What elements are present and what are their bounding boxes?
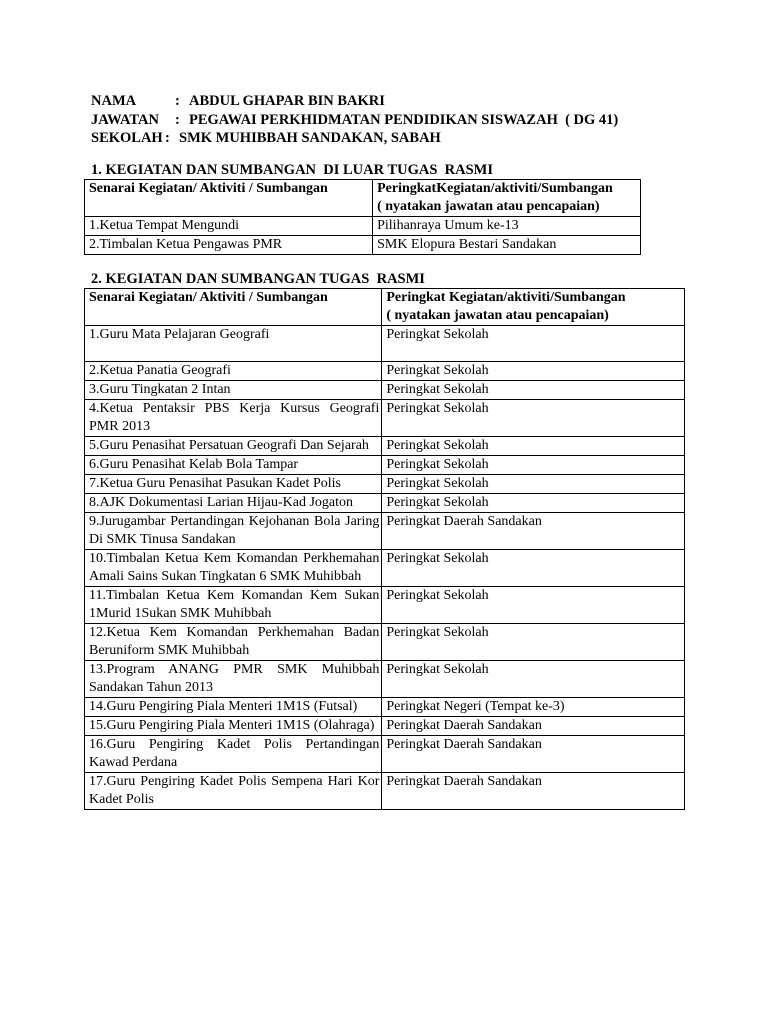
table-row: [85, 494, 685, 513]
activity-cell: 13.Program ANANG PMR SMK Muhibbah Sandakan Tahun 2013: [85, 661, 382, 698]
jawatan-label: JAWATAN: [91, 112, 159, 128]
table-row: [85, 550, 685, 587]
activity-cell: 10.Timbalan Ketua Kem Komandan Perkhemahan Amali Sains Sukan Tingkatan 6 SMK Muhibbah: [85, 550, 382, 587]
activity-cell: 1.Guru Mata Pelajaran Geografi: [85, 326, 382, 362]
activity-cell: 11.Timbalan Ketua Kem Komandan Kem Sukan 1Murid 1Sukan SMK Muhibbah: [85, 587, 382, 624]
table-row: [85, 217, 641, 236]
sekolah-line: [91, 130, 441, 147]
jawatan-sep: :: [175, 112, 180, 128]
activity-cell: 6.Guru Penasihat Kelab Bola Tampar: [85, 456, 382, 475]
level-cell: Peringkat Sekolah: [382, 494, 685, 513]
section2-table: [84, 288, 685, 810]
nama-line: [91, 93, 385, 110]
activity-cell: 2.Timbalan Ketua Pengawas PMR: [85, 236, 373, 255]
activity-cell: 8.AJK Dokumentasi Larian Hijau-Kad Jogaton: [85, 494, 382, 513]
sekolah-label: SEKOLAH: [91, 130, 163, 146]
level-cell: Pilihanraya Umum ke-13: [373, 217, 641, 236]
activity-cell: 4.Ketua Pentaksir PBS Kerja Kursus Geografi PMR 2013: [85, 400, 382, 437]
level-cell: Peringkat Sekolah: [382, 400, 685, 437]
level-cell: Peringkat Sekolah: [382, 475, 685, 494]
nama-label: NAMA: [91, 93, 137, 109]
table-row: [85, 624, 685, 661]
table-row: [85, 326, 685, 362]
table-row: [85, 698, 685, 717]
section1-table: [84, 179, 641, 255]
table-row: [85, 717, 685, 736]
table-row: [85, 381, 685, 400]
jawatan-value: PEGAWAI PERKHIDMATAN PENDIDIKAN SISWAZAH ( DG 41): [189, 112, 619, 128]
table-row: [85, 736, 685, 773]
level-cell: Peringkat Daerah Sandakan: [382, 513, 685, 550]
jawatan-line: [91, 112, 619, 129]
activity-cell: 9.Jurugambar Pertandingan Kejohanan Bola Jaring Di SMK Tinusa Sandakan: [85, 513, 382, 550]
table-row: [85, 475, 685, 494]
level-cell: Peringkat Daerah Sandakan: [382, 736, 685, 773]
level-cell: Peringkat Daerah Sandakan: [382, 717, 685, 736]
table-row: [85, 236, 641, 255]
nama-value: ABDUL GHAPAR BIN BAKRI: [189, 93, 385, 109]
table-row: [85, 661, 685, 698]
level-cell: Peringkat Sekolah: [382, 661, 685, 698]
level-cell: Peringkat Sekolah: [382, 550, 685, 587]
activity-cell: 7.Ketua Guru Penasihat Pasukan Kadet Polis: [85, 475, 382, 494]
section1-header-row: [85, 180, 641, 217]
activity-cell: 3.Guru Tingkatan 2 Intan: [85, 381, 382, 400]
section2-header-row: [85, 289, 685, 326]
activity-cell: 2.Ketua Panatia Geografi: [85, 362, 382, 381]
level-cell: Peringkat Sekolah: [382, 381, 685, 400]
activity-cell: 17.Guru Pengiring Kadet Polis Sempena Hari Kor Kadet Polis: [85, 773, 382, 810]
level-cell: Peringkat Daerah Sandakan: [382, 773, 685, 810]
nama-sep: :: [175, 93, 180, 109]
section1-col1-header: Senarai Kegiatan/ Aktiviti / Sumbangan: [85, 180, 373, 217]
section2-title: 2. KEGIATAN DAN SUMBANGAN TUGAS RASMI: [91, 271, 425, 287]
activity-cell: 16.Guru Pengiring Kadet Polis Pertandingan Kawad Perdana: [85, 736, 382, 773]
table-row: [85, 773, 685, 810]
section2-col1-header: Senarai Kegiatan/ Aktiviti / Sumbangan: [85, 289, 382, 326]
level-cell: Peringkat Sekolah: [382, 624, 685, 661]
section1-title: 1. KEGIATAN DAN SUMBANGAN DI LUAR TUGAS RASMI: [91, 162, 494, 178]
table-row: [85, 400, 685, 437]
level-cell: Peringkat Sekolah: [382, 437, 685, 456]
level-cell: SMK Elopura Bestari Sandakan: [373, 236, 641, 255]
level-cell: Peringkat Negeri (Tempat ke-3): [382, 698, 685, 717]
activity-cell: 12.Ketua Kem Komandan Perkhemahan Badan Beruniform SMK Muhibbah: [85, 624, 382, 661]
activity-cell: 1.Ketua Tempat Mengundi: [85, 217, 373, 236]
table-row: [85, 437, 685, 456]
activity-cell: 5.Guru Penasihat Persatuan Geografi Dan Sejarah: [85, 437, 382, 456]
activity-cell: 15.Guru Pengiring Piala Menteri 1M1S (Olahraga): [85, 717, 382, 736]
table-row: [85, 362, 685, 381]
table-row: [85, 513, 685, 550]
level-cell: Peringkat Sekolah: [382, 326, 685, 362]
sekolah-sep: :: [165, 130, 170, 146]
table-row: [85, 456, 685, 475]
table-row: [85, 587, 685, 624]
level-cell: Peringkat Sekolah: [382, 362, 685, 381]
level-cell: Peringkat Sekolah: [382, 456, 685, 475]
sekolah-value: SMK MUHIBBAH SANDAKAN, SABAH: [179, 130, 441, 146]
section2-col2-header: Peringkat Kegiatan/aktiviti/Sumbangan ( nyatakan jawatan atau pencapaian): [382, 289, 685, 326]
section1-col2-header: PeringkatKegiatan/aktiviti/Sumbangan ( nyatakan jawatan atau pencapaian): [373, 180, 641, 217]
activity-cell: 14.Guru Pengiring Piala Menteri 1M1S (Futsal): [85, 698, 382, 717]
level-cell: Peringkat Sekolah: [382, 587, 685, 624]
